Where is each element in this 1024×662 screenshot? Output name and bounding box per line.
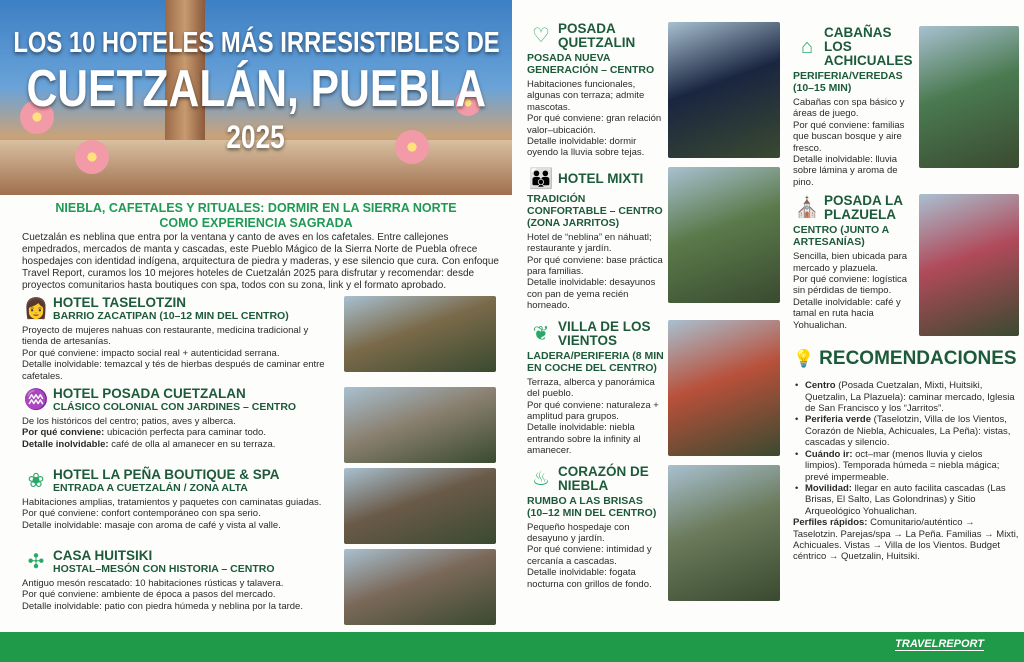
detail-text: desayunos con pan de yema recién horneado. (527, 277, 656, 312)
hotel-zone: RUMBO A LAS BRISAS (10–12 MIN DEL CENTRO) (527, 494, 657, 519)
hotel-why (793, 274, 915, 297)
why-label: Por qué conviene: (22, 427, 105, 439)
why-text: naturaleza + amplitud para grupos. (527, 399, 659, 422)
rec-label: Movilidad: (805, 482, 852, 494)
hotel-description (527, 232, 665, 312)
why-label: Por qué conviene: (22, 589, 99, 601)
detail-label: Detalle inolvidable: (793, 154, 873, 166)
hotel-why (793, 120, 915, 154)
detail-text: niebla entrando sobre la infinity al amanecer. (527, 422, 641, 457)
hotel-desc: Hotel de “neblina” en náhuatl; restaurante y jardín. (527, 231, 652, 255)
hotel-text (527, 167, 665, 312)
hotel-description (793, 97, 915, 188)
middle-column (527, 22, 780, 601)
detail-text: dormir oyendo la lluvia sobre tejas. (527, 136, 645, 159)
detail-label: Detalle inolvidable: (527, 567, 607, 579)
lightbulb-icon: 💡 (793, 349, 815, 369)
hotel-zone: CENTRO (JUNTO A ARTESANÍAS) (793, 224, 889, 249)
hotel-photo (344, 387, 496, 463)
why-label: Por qué conviene: (22, 508, 99, 520)
hotel-zone: ENTRADA A CUETZALÁN / ZONA ALTA (53, 482, 248, 495)
rec-item (793, 483, 1019, 517)
hotel-why (22, 589, 334, 600)
rec-text: oct–mar (menos lluvia y cielos limpios). Temporada húmeda = niebla mágica; prevé impermeable. (805, 448, 1000, 483)
hotel-description (527, 377, 665, 457)
hotel-zone: POSADA NUEVA GENERACIÓN – CENTRO (527, 52, 655, 76)
rec-label: Cuándo ir: (805, 448, 853, 460)
hotel-desc: De los históricos del centro; patios, aves y alberca. (22, 416, 236, 428)
intro-text: Cuetzalán es neblina que entra por la ventana y canto de aves en los cafetales. Entre callejones empedrados, mercados de manta y cascadas, este Pueblo Mágico de la Sierra Norte de Puebla ofrece hospedajes con identidad indígena, arquitectura de piedra y maderas, y ese silencio que cura. Con enfoque Travel Report, curamos los 10 mejores hoteles de Cuetzalán 2025 para disfrutar y recomendar: desde proyectos comunitarios hasta boutiques con spa, todos con su zona, link y el formato aprobado. (22, 232, 499, 291)
hotel-photo (919, 26, 1019, 168)
header-banner (0, 0, 512, 195)
detail-label: Detalle inolvidable: (22, 519, 102, 531)
hotel-detail (22, 520, 334, 531)
hotel-desc: Habitaciones amplias, tratamientos y paquetes con caminatas guiadas. (22, 497, 322, 509)
hotel-desc: Proyecto de mujeres nahuas con restaurante, medicina tradicional y tienda de artesanías. (22, 325, 309, 348)
why-label: Por qué conviene: (527, 113, 604, 125)
hotel-card (527, 167, 780, 312)
why-text: confort contemporáneo con spa serio. (101, 508, 261, 520)
hotel-name: POSADA LA PLAZUELA (824, 193, 903, 223)
hotel-card (22, 387, 496, 463)
hotel-name: HOTEL MIXTI (558, 170, 644, 186)
hotel-detail (793, 297, 915, 331)
hotel-description (527, 522, 665, 590)
hotel-detail (527, 422, 665, 456)
pool-icon: ♒ (23, 389, 49, 412)
hotel-header (527, 167, 665, 191)
hotel-header (527, 465, 665, 493)
right-cards (793, 26, 1019, 336)
hotel-desc: Sencilla, bien ubicada para mercado y plazuela. (793, 251, 908, 274)
why-text: gran relación valor–ubicación. (527, 113, 662, 136)
hotel-title (824, 26, 915, 68)
hotel-zone: CLÁSICO COLONIAL CON JARDINES – CENTRO (53, 401, 297, 414)
hotel-card (527, 22, 780, 159)
hotel-title (558, 172, 643, 186)
church-icon: ⛪ (794, 197, 820, 220)
hotel-detail (793, 154, 915, 188)
why-label: Por qué conviene: (22, 347, 99, 359)
hotel-title (558, 465, 665, 493)
hotel-card (527, 465, 780, 601)
hotel-text (22, 468, 334, 531)
footer-bar (0, 632, 1024, 662)
hotel-zone: BARRIO ZACATIPAN (10–12 MIN DEL CENTRO) (53, 310, 289, 322)
rec-item (793, 414, 1019, 448)
detail-label: Detalle inolvidable: (22, 438, 109, 450)
subtitle (0, 201, 512, 231)
hotel-zone: LADERA/PERIFERIA (8 MIN EN COCHE DEL CENTRO) (527, 349, 664, 374)
hotel-detail (527, 277, 665, 311)
why-label: Por qué conviene: (527, 254, 604, 266)
hotel-why (527, 113, 665, 136)
hotel-why (527, 255, 665, 278)
hotel-header (22, 296, 334, 322)
hotel-card (22, 549, 496, 625)
hotel-name: VILLA DE LOS VIENTOS (558, 318, 651, 348)
hotel-card (793, 194, 1019, 336)
hotel-photo (668, 320, 780, 456)
hotel-photo (919, 194, 1019, 336)
rec-text: llegar en auto facilita cascadas (Las Brisas, El Salto, Las Golondrinas) y Sitio Arqueológico Yohualichan. (805, 482, 1006, 517)
paw-heart-icon: ♡ (532, 25, 550, 47)
hotel-description (527, 79, 665, 159)
hotel-text (793, 194, 915, 331)
cabin-icon: ⌂ (800, 36, 814, 58)
hotel-header (22, 468, 334, 494)
right-column (793, 26, 1019, 563)
detail-text: masaje con aroma de café y vista al valle. (104, 519, 281, 531)
rec-text: (Taselotzin, Villa de los Vientos, Corazón de Niebla, Achicuales, La Peña): vistas, cascadas y silencio. (805, 414, 1011, 449)
hotel-description (793, 251, 915, 331)
hotel-title (558, 320, 665, 348)
hotel-header (793, 194, 915, 222)
travel-report-logo: TRAVELREPORT (895, 638, 984, 650)
profiles-label: Perfiles rápidos: (793, 517, 868, 529)
hotel-name: CABAÑAS LOS ACHICUALES (824, 25, 913, 68)
detail-label: Detalle inolvidable: (793, 296, 873, 308)
detail-label: Detalle inolvidable: (22, 600, 102, 612)
hotel-name: CASA HUITSIKI (53, 548, 153, 564)
hotel-photo (344, 296, 496, 372)
hotel-text (527, 465, 665, 590)
family-icon: 👪 (528, 167, 554, 190)
subtitle-line-1: NIEBLA, CAFETALES Y RITUALES: DORMIR EN LA SIERRA NORTE (55, 201, 457, 215)
detail-text: patio con piedra húmeda y neblina por la tarde. (104, 600, 303, 612)
hotel-why (527, 544, 665, 567)
hotel-name: HOTEL LA PEÑA BOUTIQUE & SPA (53, 467, 280, 483)
hotel-text (527, 320, 665, 457)
hotel-text (527, 22, 665, 159)
hotel-why (22, 427, 334, 438)
profiles-text: Comunitario/auténtico → Taselotzin. Parejas/spa → La Peña. Familias → Mixti, Achicuales. Vistas → Villa de los Vientos. Budget céntrico → Quetzalin, Huitsiki. (793, 517, 1019, 563)
rec-label: Centro (805, 380, 836, 392)
hotel-name: CORAZÓN DE NIEBLA (558, 463, 649, 493)
hotel-text (22, 296, 334, 382)
hotel-photo (344, 468, 496, 544)
detail-label: Detalle inolvidable: (22, 359, 102, 371)
detail-text: lluvia sobre lámina y aroma de pino. (793, 154, 898, 188)
lotus-icon: ❀ (27, 470, 45, 493)
hotel-description (22, 416, 334, 450)
campfire-icon: ♨ (532, 467, 550, 490)
why-text: logística sin pérdidas de tiempo. (793, 274, 908, 297)
why-label: Por qué conviene: (793, 274, 870, 286)
detail-text: fogata nocturna con grillos de fondo. (527, 567, 652, 590)
hotel-header (22, 387, 334, 413)
detail-label: Detalle inolvidable: (527, 277, 607, 289)
hotel-description (22, 497, 334, 531)
hotel-detail (22, 359, 334, 382)
hotel-why (22, 348, 334, 359)
hotel-title (558, 22, 665, 50)
hotel-title (824, 194, 915, 222)
hotel-title (53, 387, 296, 413)
hotel-title (53, 468, 280, 494)
hotel-name: HOTEL TASELOTZIN (53, 295, 186, 310)
title-line-1: LOS 10 HOTELES MÁS IRRESISTIBLES DE (12, 27, 500, 59)
hotel-text (22, 549, 334, 612)
hotel-text (22, 387, 334, 450)
hotel-detail (527, 567, 665, 590)
hotel-why (527, 400, 665, 423)
hotel-why (22, 508, 334, 519)
detail-label: Detalle inolvidable: (527, 422, 607, 434)
hotel-photo (668, 167, 780, 303)
hotel-desc: Habitaciones funcionales, algunas con terraza; admite mascotas. (527, 79, 645, 113)
left-column (22, 296, 496, 625)
hotel-name: HOTEL POSADA CUETZALAN (53, 386, 246, 402)
hotel-header (793, 26, 915, 68)
hotel-card (22, 468, 496, 544)
detail-text: café de olla al amanecer en su terraza. (111, 438, 276, 450)
recommendations-heading: RECOMENDACIONES (819, 348, 1017, 370)
why-text: ambiente de época a pasos del mercado. (101, 589, 276, 601)
why-label: Por qué conviene: (527, 544, 604, 556)
recommendations-title (793, 348, 1019, 370)
hotel-desc: Terraza, alberca y panorámica del pueblo. (527, 376, 655, 400)
hotel-zone: PERIFERIA/VEREDAS (10–15 MIN) (793, 70, 903, 94)
why-label: Por qué conviene: (527, 399, 604, 411)
hotel-text (793, 26, 915, 188)
hotel-photo (668, 465, 780, 601)
why-text: ubicación perfecta para caminar todo. (107, 427, 266, 439)
rec-item (793, 380, 1019, 414)
detail-label: Detalle inolvidable: (527, 136, 607, 148)
hotel-zone: TRADICIÓN CONFORTABLE – CENTRO (ZONA JARRITOS) (527, 192, 663, 229)
title-year: 2025 (226, 119, 286, 156)
why-text: familias que buscan bosque y aire fresco. (793, 119, 905, 154)
why-text: intimidad y cercanía a cascadas. (527, 544, 652, 567)
hotel-desc: Antiguo mesón rescatado: 10 habitaciones rústicas y talavera. (22, 578, 284, 590)
hotel-card (793, 26, 1019, 188)
talavera-icon: ✣ (27, 551, 45, 574)
hotel-card (22, 296, 496, 382)
hotel-detail (527, 136, 665, 159)
woman-icon: 👩 (23, 298, 49, 320)
why-text: impacto social real + autenticidad serrana. (101, 347, 280, 359)
hotel-header (527, 320, 665, 348)
rec-text: (Posada Cuetzalan, Mixti, Huitsiki, Quetzalin, La Plazuela): caminar mercado, Iglesia de San Francisco y los “Jarritos”. (805, 380, 1015, 415)
hotel-header (22, 549, 334, 575)
hotel-desc: Pequeño hospedaje con desayuno y jardín. (527, 521, 630, 544)
quick-profiles (793, 517, 1019, 563)
detail-text: temazcal y tés de hierbas después de caminar entre cafetales. (22, 359, 325, 382)
rec-item (793, 449, 1019, 483)
why-text: base práctica para familias. (527, 254, 663, 278)
hotel-title (53, 296, 289, 322)
why-label: Por qué conviene: (793, 119, 870, 131)
hotel-detail (22, 601, 334, 612)
title-block (0, 28, 512, 155)
hotel-description (22, 578, 334, 612)
hotel-name: POSADA QUETZALIN (558, 21, 636, 50)
hotel-description (22, 325, 334, 382)
hotel-header (527, 22, 665, 50)
hands-leaf-icon: ❦ (532, 322, 550, 345)
title-line-2: CUETZALÁN, PUEBLA (26, 60, 486, 119)
subtitle-line-2: COMO EXPERIENCIA SAGRADA (159, 216, 353, 230)
hotel-detail (22, 439, 334, 450)
hotel-photo (668, 22, 780, 158)
hotel-card (527, 320, 780, 457)
hotel-desc: Cabañas con spa básico y áreas de juego. (793, 97, 905, 120)
hotel-photo (344, 549, 496, 625)
hotel-zone: HOSTAL–MESÓN CON HISTORIA – CENTRO (53, 563, 275, 576)
rec-label: Periferia verde (805, 414, 872, 426)
recommendations-list (793, 380, 1019, 563)
detail-text: café y tamal en ruta hacia Yohualichan. (793, 296, 901, 331)
hotel-title (53, 549, 275, 575)
